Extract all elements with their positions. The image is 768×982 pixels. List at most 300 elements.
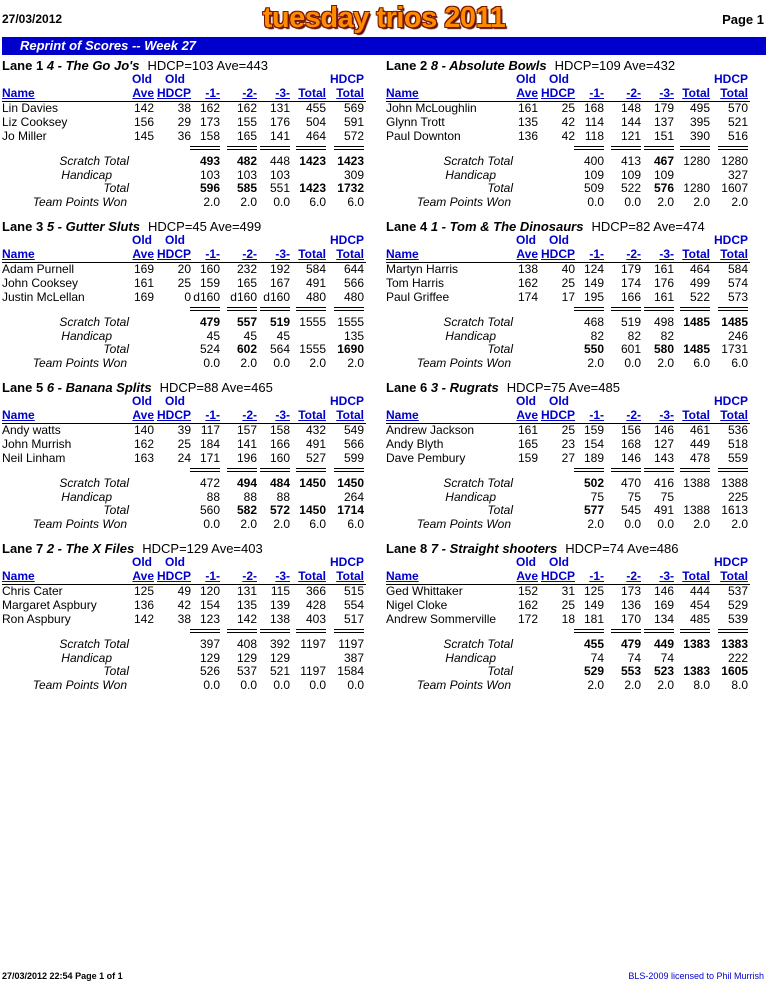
player-score: 195 xyxy=(583,290,604,304)
player-score: 123 xyxy=(199,612,220,626)
col-ave-header: Ave xyxy=(132,569,154,583)
summary-value: 45 xyxy=(243,328,257,343)
lane-header xyxy=(2,58,268,73)
col-old-label: Old xyxy=(549,233,569,247)
player-score: 584 xyxy=(727,262,748,276)
summary-value: 2.0 xyxy=(309,355,326,370)
lane-number: Lane 7 xyxy=(2,541,44,556)
summary-value: 103 xyxy=(269,167,290,182)
player-name: Liz Cooksey xyxy=(2,115,68,129)
player-score: 485 xyxy=(689,612,710,626)
player-score: 454 xyxy=(689,598,710,612)
col-name-header: Name xyxy=(386,408,419,422)
player-name: Justin McLellan xyxy=(2,290,85,304)
player-score: 36 xyxy=(177,129,191,143)
summary-label: Handicap xyxy=(61,489,112,504)
col-hdcp-label: HDCP xyxy=(329,555,364,569)
col-game1-header: -1- xyxy=(205,86,220,100)
summary-value: 103 xyxy=(236,167,257,182)
player-score: 25 xyxy=(177,276,191,290)
summary-value: 449 xyxy=(653,637,674,651)
summary-label: Scratch Total xyxy=(443,637,513,651)
col-hdcp-header: HDCP xyxy=(540,86,575,100)
team-average: Ave=403 xyxy=(211,541,263,556)
lane-header xyxy=(2,541,263,556)
col-hdcp-total-header: Total xyxy=(720,247,748,261)
summary-value: 585 xyxy=(236,181,257,195)
summary-label: Total xyxy=(103,664,129,678)
player-score: 151 xyxy=(653,129,674,143)
summary-value: 2.0 xyxy=(657,355,674,370)
player-name: Martyn Harris xyxy=(386,262,459,276)
player-score: 139 xyxy=(269,598,290,612)
col-hdcp-total-header: Total xyxy=(336,408,364,422)
summary-value: 2.0 xyxy=(657,677,674,692)
summary-value: 82 xyxy=(590,328,604,343)
sum-rule xyxy=(334,468,364,472)
summary-value: 88 xyxy=(206,489,220,504)
player-score: 149 xyxy=(583,598,604,612)
summary-value: 387 xyxy=(343,650,364,665)
col-game3-header: -3- xyxy=(275,247,290,261)
summary-value: 1607 xyxy=(721,181,748,195)
summary-value: 1197 xyxy=(338,637,364,651)
col-old-label: Old xyxy=(516,233,536,247)
player-score: 138 xyxy=(269,612,290,626)
player-score: 162 xyxy=(199,101,220,115)
summary-value: 1485 xyxy=(683,342,710,356)
summary-value: 519 xyxy=(269,315,290,329)
summary-value: 1555 xyxy=(299,315,326,329)
col-ave-header: Ave xyxy=(516,569,538,583)
summary-value: 468 xyxy=(583,315,604,329)
summary-label: Team Points Won xyxy=(32,355,127,370)
summary-value: 392 xyxy=(269,637,290,651)
col-game3-header: -3- xyxy=(275,86,290,100)
player-score: 42 xyxy=(561,129,575,143)
col-game3-header: -3- xyxy=(659,408,674,422)
col-game2-header: -2- xyxy=(242,247,257,261)
summary-value: 596 xyxy=(199,181,220,195)
report-banner xyxy=(2,37,766,55)
summary-value: 550 xyxy=(583,342,604,356)
summary-value: 1388 xyxy=(683,476,710,490)
player-score: 148 xyxy=(620,101,641,115)
summary-value: 482 xyxy=(236,154,257,168)
summary-value: 1732 xyxy=(337,181,364,195)
summary-value: 1714 xyxy=(337,503,364,517)
summary-value: 1280 xyxy=(683,181,710,195)
player-name: Neil Linham xyxy=(2,451,66,465)
summary-value: 2.0 xyxy=(203,194,220,209)
player-score: 522 xyxy=(689,290,710,304)
player-score: 165 xyxy=(517,437,538,451)
col-game1-header: -1- xyxy=(589,569,604,583)
team-hdcp: HDCP=129 xyxy=(142,541,209,556)
sum-rule xyxy=(644,307,674,311)
col-hdcp-label: HDCP xyxy=(329,394,364,408)
player-score: 168 xyxy=(620,437,641,451)
report-date: 27/03/2012 xyxy=(2,12,63,26)
col-game2-header: -2- xyxy=(626,247,641,261)
player-score: 25 xyxy=(177,437,191,451)
player-score: 17 xyxy=(561,290,575,304)
team-hdcp: HDCP=88 xyxy=(159,380,219,395)
player-score: 499 xyxy=(689,276,710,290)
player-score: 192 xyxy=(269,262,290,276)
player-score: 156 xyxy=(133,115,154,129)
player-score: 599 xyxy=(343,451,364,465)
summary-value: 494 xyxy=(236,476,257,490)
col-old-label: Old xyxy=(132,394,152,408)
player-score: 170 xyxy=(620,612,641,626)
player-score: 156 xyxy=(620,423,641,437)
col-old-label: Old xyxy=(549,555,569,569)
player-score: 25 xyxy=(561,101,575,115)
summary-value: 0.0 xyxy=(347,677,364,692)
summary-value: 74 xyxy=(590,650,604,665)
player-score: 174 xyxy=(620,276,641,290)
summary-value: 225 xyxy=(727,489,748,504)
col-old-label: Old xyxy=(516,72,536,86)
summary-value: 0.0 xyxy=(624,194,641,209)
lane-number: Lane 4 xyxy=(386,219,428,234)
player-score: 169 xyxy=(653,598,674,612)
summary-value: 1605 xyxy=(721,664,748,678)
player-score: 559 xyxy=(727,451,748,465)
col-old-label: Old xyxy=(165,394,185,408)
summary-value: 75 xyxy=(627,489,641,504)
summary-value: 264 xyxy=(343,489,364,504)
team-name: 5 - Gutter Sluts xyxy=(46,219,140,234)
player-score: 527 xyxy=(305,451,326,465)
summary-value: 1690 xyxy=(337,342,364,356)
summary-value: 1485 xyxy=(721,315,748,329)
summary-label: Handicap xyxy=(445,167,496,182)
sum-rule xyxy=(611,629,641,633)
col-ave-header: Ave xyxy=(516,408,538,422)
player-score: 149 xyxy=(583,276,604,290)
col-hdcp-total-header: Total xyxy=(720,569,748,583)
player-score: 644 xyxy=(343,262,364,276)
col-game2-header: -2- xyxy=(626,569,641,583)
player-score: 444 xyxy=(689,584,710,598)
col-game1-header: -1- xyxy=(205,569,220,583)
col-ave-header: Ave xyxy=(132,408,154,422)
lane-block xyxy=(386,58,766,218)
player-score: 196 xyxy=(236,451,257,465)
col-old-label: Old xyxy=(165,233,185,247)
player-name: Paul Downton xyxy=(386,129,461,143)
player-score: 173 xyxy=(620,584,641,598)
summary-value: 0.0 xyxy=(624,355,641,370)
lane-number: Lane 1 xyxy=(2,58,44,73)
summary-value: 1423 xyxy=(299,154,326,168)
col-game1-header: -1- xyxy=(589,86,604,100)
player-score: 181 xyxy=(583,612,604,626)
col-total-header: Total xyxy=(682,86,710,100)
summary-label: Scratch Total xyxy=(443,476,513,490)
team-hdcp: HDCP=74 xyxy=(565,541,625,556)
player-score: 155 xyxy=(236,115,257,129)
summary-value: 109 xyxy=(653,167,674,182)
summary-value: 1584 xyxy=(337,664,364,678)
summary-label: Total xyxy=(487,503,513,517)
summary-value: 582 xyxy=(236,503,257,517)
summary-value: 2.0 xyxy=(693,194,710,209)
player-score: 136 xyxy=(517,129,538,143)
player-score: 125 xyxy=(583,584,604,598)
col-name-header: Name xyxy=(2,86,35,100)
player-score: 395 xyxy=(689,115,710,129)
player-score: 165 xyxy=(236,129,257,143)
player-score: 161 xyxy=(517,423,538,437)
summary-label: Team Points Won xyxy=(416,516,511,531)
player-score: 163 xyxy=(133,451,154,465)
col-old-label: Old xyxy=(132,72,152,86)
player-score: 232 xyxy=(236,262,257,276)
player-score: 141 xyxy=(236,437,257,451)
summary-value: 129 xyxy=(236,650,257,665)
summary-value: 75 xyxy=(590,489,604,504)
col-game2-header: -2- xyxy=(242,569,257,583)
sum-rule xyxy=(260,307,290,311)
summary-value: 1450 xyxy=(299,476,326,490)
summary-value: 0.0 xyxy=(587,194,604,209)
summary-value: 1731 xyxy=(721,342,748,356)
col-name-header: Name xyxy=(386,86,419,100)
player-score: 18 xyxy=(561,612,575,626)
col-game2-header: -2- xyxy=(626,408,641,422)
summary-label: Handicap xyxy=(445,328,496,343)
player-name: Andrew Jackson xyxy=(386,423,475,437)
summary-label: Scratch Total xyxy=(59,315,129,329)
summary-value: 602 xyxy=(236,342,257,356)
col-game3-header: -3- xyxy=(275,569,290,583)
player-score: 136 xyxy=(133,598,154,612)
col-hdcp-header: HDCP xyxy=(156,569,191,583)
summary-value: 537 xyxy=(236,664,257,678)
col-hdcp-header: HDCP xyxy=(156,247,191,261)
player-score: 134 xyxy=(653,612,674,626)
summary-value: 576 xyxy=(653,181,674,195)
sum-rule xyxy=(611,468,641,472)
summary-value: 1423 xyxy=(299,181,326,195)
summary-label: Scratch Total xyxy=(59,476,129,490)
col-total-header: Total xyxy=(682,408,710,422)
team-hdcp: HDCP=103 xyxy=(147,58,214,73)
summary-value: 1388 xyxy=(721,476,748,490)
player-score: 38 xyxy=(177,612,191,626)
summary-value: 557 xyxy=(236,315,257,329)
player-score: 464 xyxy=(689,262,710,276)
team-name: 2 - The X Files xyxy=(46,541,135,556)
player-score: 24 xyxy=(177,451,191,465)
summary-value: 2.0 xyxy=(587,677,604,692)
player-score: 165 xyxy=(236,276,257,290)
sum-rule xyxy=(611,307,641,311)
player-score: 537 xyxy=(727,584,748,598)
summary-value: 0.0 xyxy=(273,677,290,692)
sum-rule xyxy=(680,629,710,633)
summary-value: 564 xyxy=(269,342,290,356)
summary-label: Scratch Total xyxy=(443,315,513,329)
player-score: 162 xyxy=(236,101,257,115)
summary-value: 509 xyxy=(583,181,604,195)
player-score: 159 xyxy=(199,276,220,290)
summary-label: Handicap xyxy=(445,650,496,665)
player-score: 161 xyxy=(133,276,154,290)
player-name: Andy Blyth xyxy=(386,437,444,451)
col-total-header: Total xyxy=(298,569,326,583)
summary-value: 0.0 xyxy=(203,355,220,370)
col-old-label: Old xyxy=(132,233,152,247)
player-score: 31 xyxy=(561,584,575,598)
sum-rule xyxy=(574,146,604,150)
player-score: 29 xyxy=(177,115,191,129)
player-score: 0 xyxy=(184,290,191,304)
lane-number: Lane 3 xyxy=(2,219,44,234)
player-score: 554 xyxy=(343,598,364,612)
player-score: 172 xyxy=(517,612,538,626)
col-game3-header: -3- xyxy=(659,86,674,100)
player-score: 125 xyxy=(133,584,154,598)
player-score: 40 xyxy=(561,262,575,276)
col-old-label: Old xyxy=(549,394,569,408)
summary-label: Total xyxy=(103,342,129,356)
sum-rule xyxy=(644,468,674,472)
summary-value: 0.0 xyxy=(273,355,290,370)
player-name: Dave Pembury xyxy=(386,451,466,465)
player-score: 142 xyxy=(133,612,154,626)
col-hdcp-header: HDCP xyxy=(540,408,575,422)
summary-value: 502 xyxy=(583,476,604,490)
col-name-header: Name xyxy=(386,569,419,583)
summary-value: 1383 xyxy=(721,637,748,651)
summary-value: 400 xyxy=(583,154,604,168)
player-name: Adam Purnell xyxy=(2,262,75,276)
col-old-label: Old xyxy=(132,555,152,569)
col-ave-header: Ave xyxy=(132,247,154,261)
player-score: 49 xyxy=(177,584,191,598)
summary-value: 448 xyxy=(269,154,290,168)
player-score: 161 xyxy=(653,290,674,304)
team-name: 1 - Tom & The Dinosaurs xyxy=(430,219,584,234)
summary-label: Handicap xyxy=(61,167,112,182)
col-total-header: Total xyxy=(298,247,326,261)
col-game2-header: -2- xyxy=(242,408,257,422)
player-score: 189 xyxy=(583,451,604,465)
player-score: 135 xyxy=(236,598,257,612)
lane-number: Lane 2 xyxy=(386,58,428,73)
lane-header xyxy=(386,58,675,73)
player-score: 146 xyxy=(653,423,674,437)
sum-rule xyxy=(260,468,290,472)
summary-value: 1450 xyxy=(299,503,326,517)
col-hdcp-total-header: Total xyxy=(336,569,364,583)
col-total-header: Total xyxy=(298,86,326,100)
col-hdcp-label: HDCP xyxy=(713,233,748,247)
player-score: 179 xyxy=(653,101,674,115)
summary-value: 109 xyxy=(620,167,641,182)
team-average: Ave=465 xyxy=(221,380,273,395)
player-name: John McLoughlin xyxy=(386,101,477,115)
summary-value: 135 xyxy=(343,328,364,343)
summary-value: 484 xyxy=(269,476,290,490)
summary-value: 522 xyxy=(620,181,641,195)
summary-value: 6.0 xyxy=(309,516,326,531)
summary-value: 1613 xyxy=(721,503,748,517)
player-score: d160 xyxy=(263,290,290,304)
player-name: Glynn Trott xyxy=(386,115,445,129)
summary-value: 467 xyxy=(653,154,674,168)
lane-header xyxy=(386,380,620,395)
col-game1-header: -1- xyxy=(589,408,604,422)
sum-rule xyxy=(190,629,220,633)
team-name: 6 - Banana Splits xyxy=(46,380,152,395)
col-name-header: Name xyxy=(2,569,35,583)
player-score: 518 xyxy=(727,437,748,451)
summary-label: Team Points Won xyxy=(32,516,127,531)
player-score: 39 xyxy=(177,423,191,437)
sum-rule xyxy=(227,146,257,150)
player-name: Andy watts xyxy=(2,423,61,437)
player-score: 504 xyxy=(305,115,326,129)
player-name: Paul Griffee xyxy=(386,290,450,304)
summary-label: Scratch Total xyxy=(59,154,129,168)
player-name: Chris Cater xyxy=(2,584,63,598)
player-score: 136 xyxy=(620,598,641,612)
summary-value: 0.0 xyxy=(273,194,290,209)
summary-value: 75 xyxy=(660,489,674,504)
lane-header xyxy=(386,541,678,556)
summary-value: 601 xyxy=(620,342,641,356)
summary-value: 2.0 xyxy=(240,355,257,370)
player-score: 154 xyxy=(583,437,604,451)
summary-value: 472 xyxy=(199,476,220,490)
lane-number: Lane 5 xyxy=(2,380,44,395)
sum-rule xyxy=(574,468,604,472)
summary-value: 491 xyxy=(653,503,674,517)
lane-block xyxy=(2,541,382,701)
player-score: 115 xyxy=(270,584,290,598)
player-score: 135 xyxy=(517,115,538,129)
sum-rule xyxy=(296,307,326,311)
summary-value: 0.0 xyxy=(203,516,220,531)
player-score: 114 xyxy=(584,115,604,129)
sum-rule xyxy=(611,146,641,150)
player-score: 131 xyxy=(236,584,257,598)
player-score: 143 xyxy=(653,451,674,465)
lane-header xyxy=(2,219,261,234)
summary-value: 479 xyxy=(620,637,641,651)
summary-value: 524 xyxy=(199,342,220,356)
summary-value: 2.0 xyxy=(731,516,748,531)
col-hdcp-total-header: Total xyxy=(720,86,748,100)
banner-text: Reprint of Scores -- Week 27 xyxy=(20,38,197,53)
player-score: 464 xyxy=(305,129,326,143)
summary-value: 572 xyxy=(269,503,290,517)
col-old-label: Old xyxy=(549,72,569,86)
team-average: Ave=432 xyxy=(623,58,676,73)
summary-value: 470 xyxy=(620,476,641,490)
team-hdcp: HDCP=109 xyxy=(554,58,621,73)
player-score: 138 xyxy=(517,262,538,276)
lane-number: Lane 6 xyxy=(386,380,428,395)
player-name: Ron Aspbury xyxy=(2,612,71,626)
player-score: 25 xyxy=(561,276,575,290)
summary-value: 6.0 xyxy=(347,516,364,531)
